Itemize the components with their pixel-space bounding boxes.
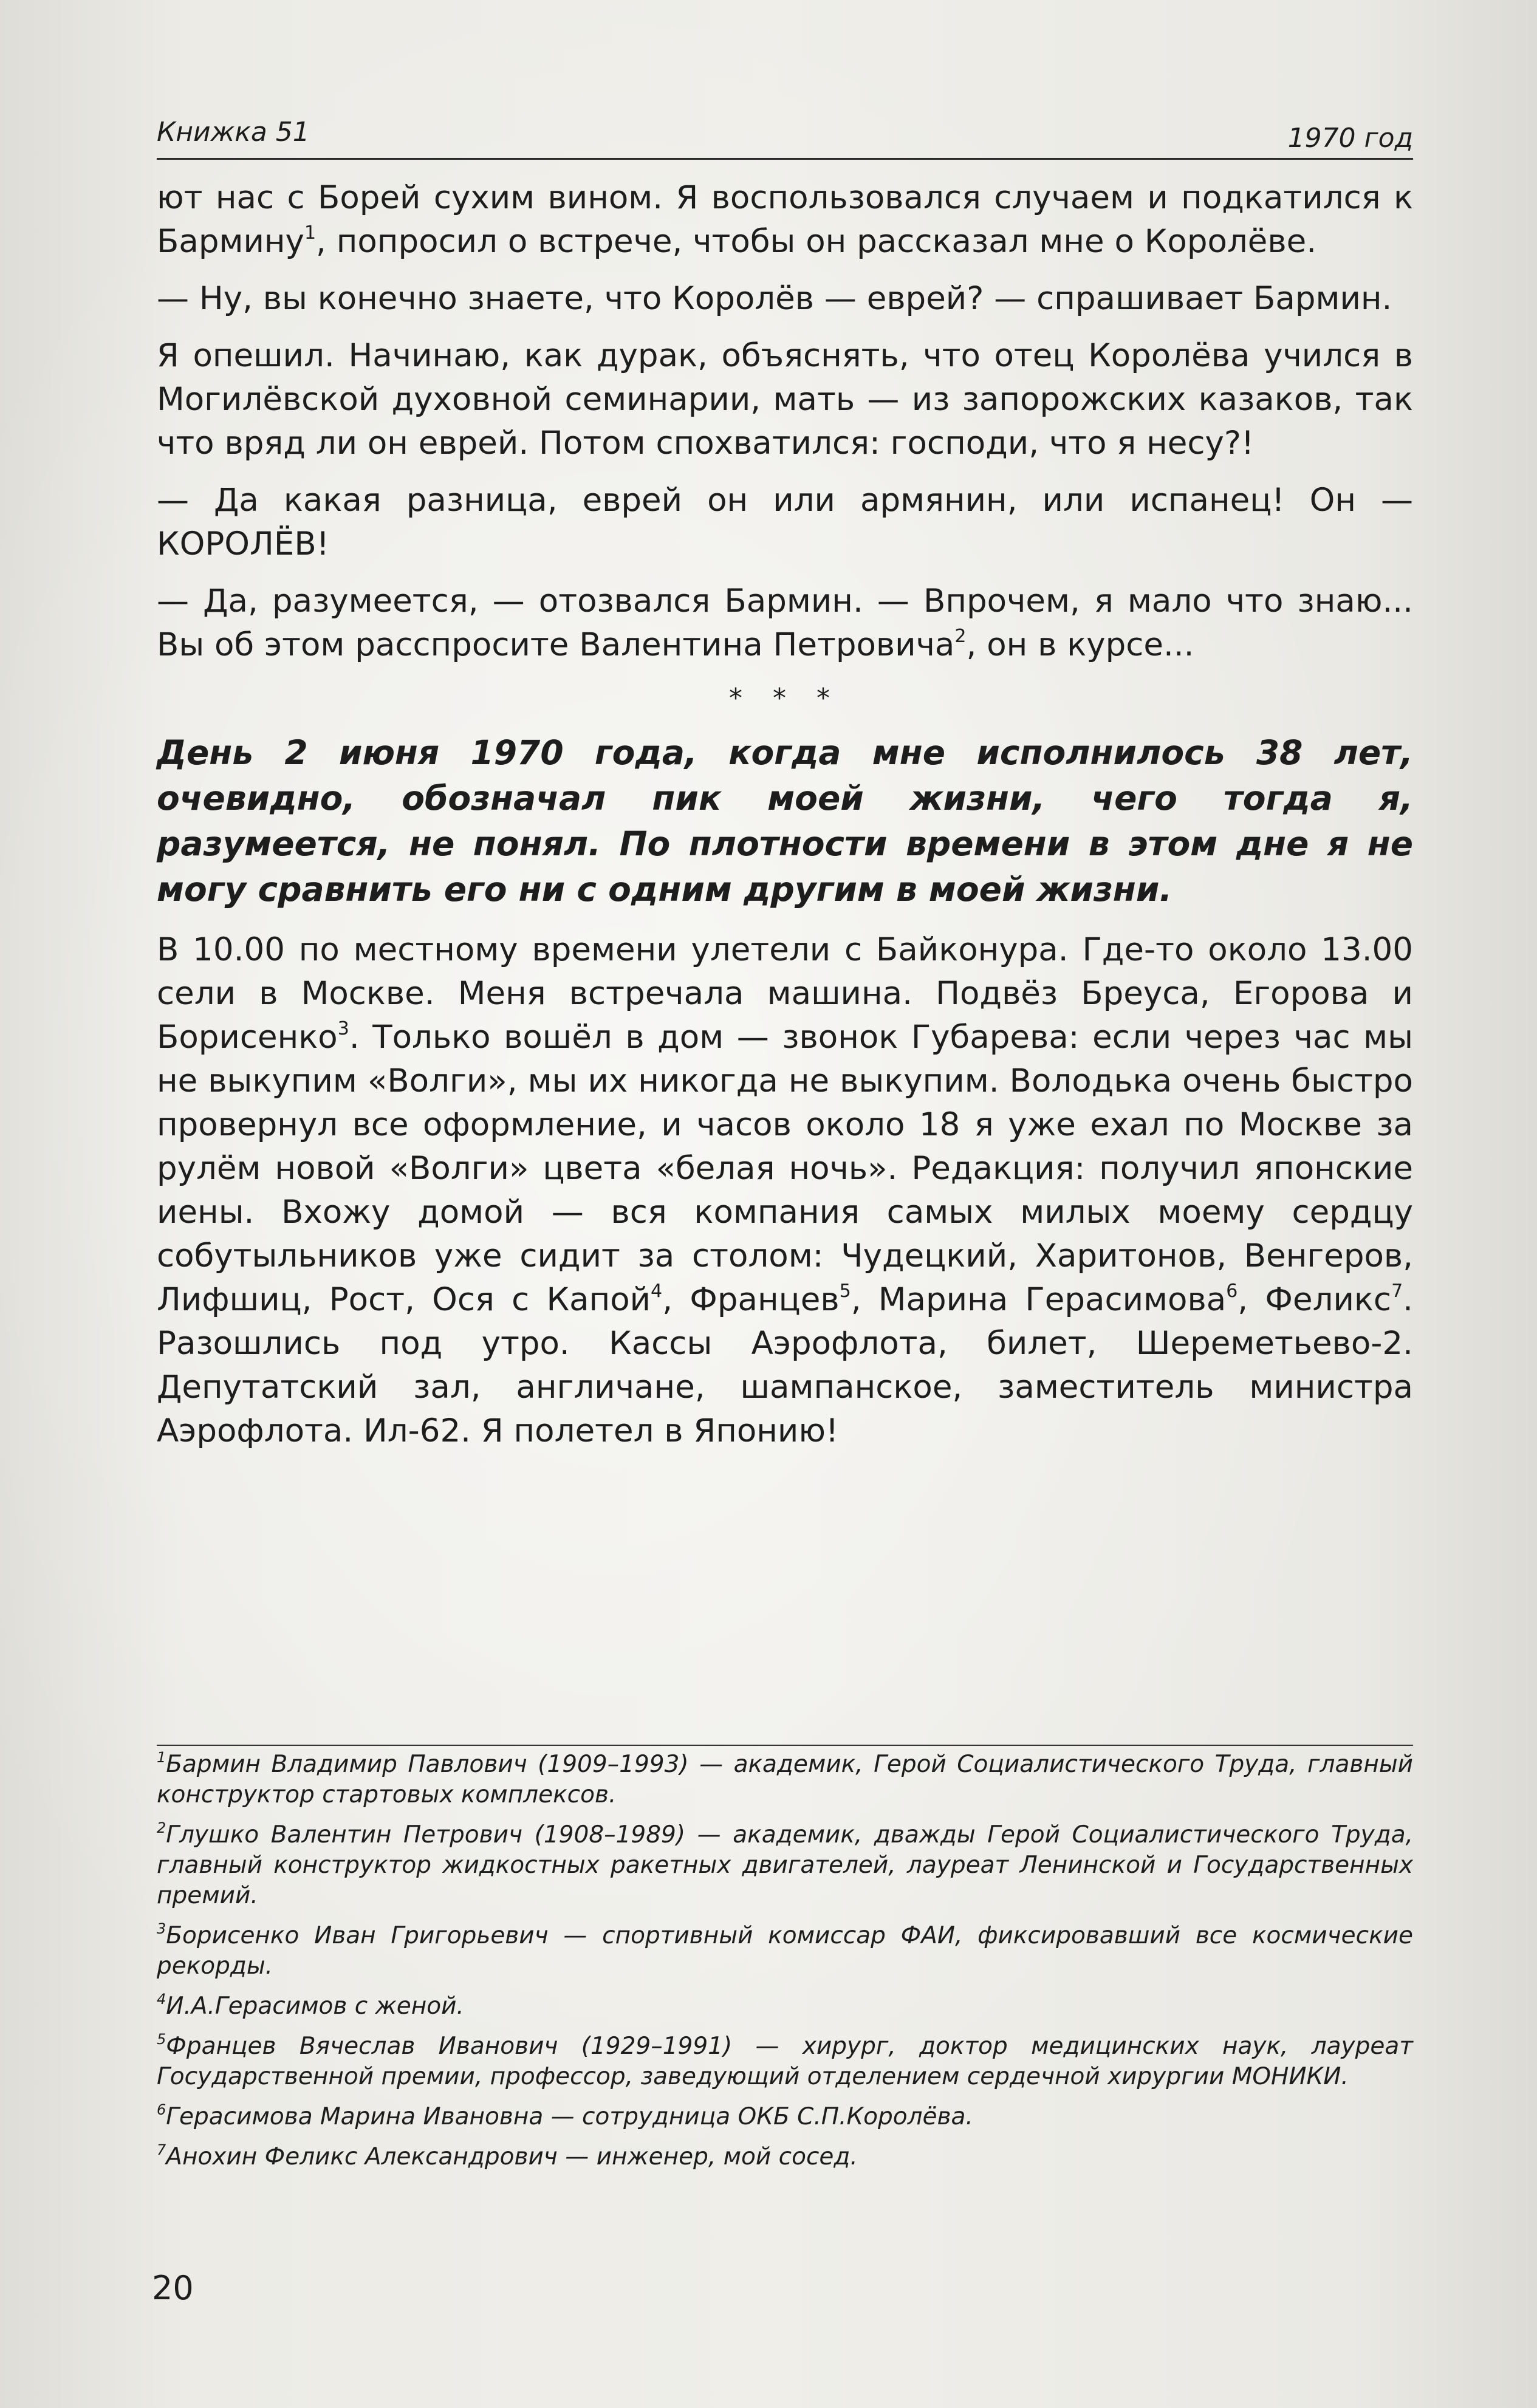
- footnote-ref[interactable]: 5: [839, 1281, 851, 1302]
- footnote-item: $^6$Герасимова Марина Ивановна — сотрудница ОКБ С.П.Королёва.: [157, 2101, 973, 2130]
- lead-paragraph: День 2 июня 1970 года, когда мне исполнилось 38 лет, очевидно, обозначал пик моей жизни, чего тогда я, разумеется, не понял. По плотности времени в этом дне я не могу сравнить его ни с одним другим в моей жизни.: [157, 733, 1413, 909]
- book-title: Книжка 51: [157, 117, 310, 148]
- footnote-ref[interactable]: 2: [954, 626, 967, 647]
- main-text: [157, 176, 1413, 1466]
- footnote-ref[interactable]: 6: [1226, 1281, 1238, 1302]
- paragraph: В 10.00 по местному времени улетели с Байконура. Где-то около 13.00 сели в Москве. Меня встречала машина. Подвёз Бреуса, Егорова и Борисенко$^3$. Только вошёл в дом — звонок Губарева: если через час мы не выкупим «Волги», мы их никогда не выкупим. Володька очень быстро провернул все оформление, и часов около 18 я уже ехал по Москве за рулём новой «Волги» цвета «белая ночь». Редакция: получил японские иены. Вхожу домой — вся компания самых милых моему сердцу собутыльников уже сидит за столом: Чудецкий, Харитонов, Венгеров, Лифшиц, Рост, Ося с Капой$^4$, Францев$^5$, Марина Герасимова$^6$, Феликс$^7$. Разошлись под утро. Кассы Аэрофлота, билет, Шереметьево-2. Депутатский зал, англичане, шампанское, заместитель министра Аэрофлота. Ил-62. Я полетел в Японию!: [157, 931, 1414, 1449]
- year-label: 1970 год: [1287, 123, 1413, 154]
- paragraph: — Да какая разница, еврей он или армянин, или испанец! Он — КОРОЛЁВ!: [157, 482, 1413, 563]
- paragraph: Я опешил. Начинаю, как дурак, объяснять, что отец Королёва учился в Могилёвской духовной семинарии, мать — из запорожских казаков, так что вряд ли он еврей. Потом спохватился: господи, что я несу?!: [157, 337, 1413, 462]
- section-separator: * * *: [729, 683, 841, 714]
- footnote-item: $^7$Анохин Феликс Александрович — инженер, мой сосед.: [157, 2141, 858, 2170]
- footnote-ref[interactable]: 4: [651, 1281, 663, 1302]
- paragraph: — Да, разумеется, — отозвался Бармин. — Впрочем, я мало что знаю... Вы об этом расспросите Валентина Петровича$^2$, он в курсе...: [157, 583, 1413, 663]
- paragraph: ют нас с Борей сухим вином. Я воспользовался случаем и подкатился к Бармину$^1$, попросил о встрече, чтобы он рассказал мне о Королёве.: [157, 179, 1413, 260]
- footnote-ref[interactable]: 3: [337, 1018, 349, 1039]
- footnote-item: $^3$Борисенко Иван Григорьевич — спортивный комиссар ФАИ, фиксировавший все космические рекорды.: [157, 1920, 1413, 1980]
- footnote-divider: [157, 1745, 1413, 1746]
- footnote-item: $^4$И.А.Герасимов с женой.: [157, 1991, 464, 2020]
- footnote-item: $^5$Францев Вячеслав Иванович (1929–1991) — хирург, доктор медицинских наук, лауреат Государственной премии, профессор, заведующий отделением сердечной хирургии МОНИКИ.: [157, 2031, 1413, 2090]
- footnote-ref[interactable]: 7: [1391, 1281, 1403, 1302]
- footnote-item: $^1$Бармин Владимир Павлович (1909–1993) — академик, Герой Социалистического Труда, главный конструктор стартовых комплексов.: [157, 1749, 1413, 1808]
- running-header: [157, 114, 1413, 160]
- footnotes: [157, 1750, 1413, 2182]
- footnote-ref[interactable]: 1: [304, 222, 317, 244]
- paragraph: — Ну, вы конечно знаете, что Королёв — еврей? — спрашивает Бармин.: [157, 280, 1392, 317]
- footnote-item: $^2$Глушко Валентин Петрович (1908–1989) — академик, дважды Герой Социалистического Труда, главный конструктор жидкостных ракетных двигателей, лауреат Ленинской и Государственных премий.: [157, 1819, 1413, 1909]
- page-number: 20: [152, 2269, 194, 2307]
